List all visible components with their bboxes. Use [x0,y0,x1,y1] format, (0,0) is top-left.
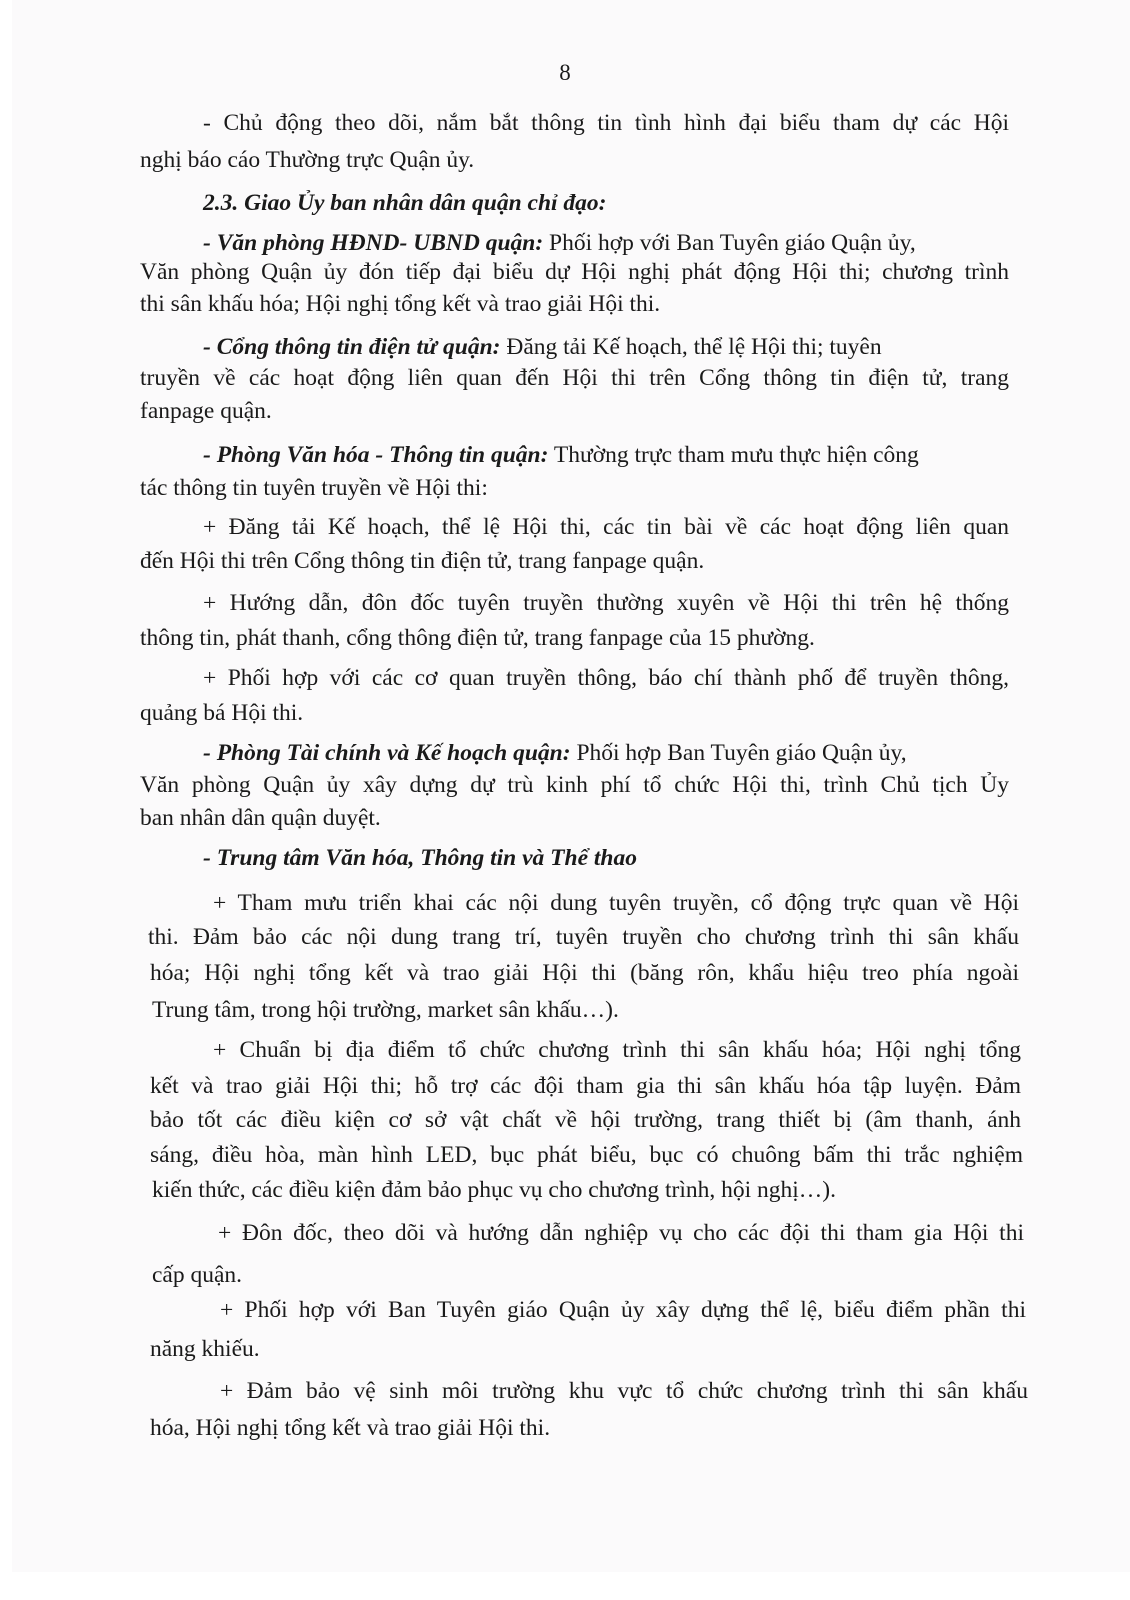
body-line: đến Hội thi trên Cổng thông tin điện tử, trang fanpage quận. [140,548,705,574]
body-line [203,440,919,470]
body-line: bảo tốt các điều kiện cơ sở vật chất về hội trường, trang thiết bị (âm thanh, ánh [150,1107,1021,1133]
paragraph-lead: - Văn phòng HĐND- UBND quận: [203,230,544,256]
body-line: Trung tâm, trong hội trường, market sân khấu…). [152,997,619,1023]
body-line: + Đôn đốc, theo dõi và hướng dẫn nghiệp vụ cho các đội thi tham gia Hội thi [218,1220,1024,1246]
body-line [203,332,882,362]
body-line: nghị báo cáo Thường trực Quận ủy. [140,147,475,173]
body-line: thông tin, phát thanh, cổng thông điện tử, trang fanpage của 15 phường. [140,625,815,651]
body-line: quảng bá Hội thi. [140,700,304,726]
body-line: + Tham mưu triển khai các nội dung tuyên truyền, cổ động trực quan về Hội [213,890,1019,916]
paragraph-lead: - Phòng Tài chính và Kế hoạch quận: [203,740,571,766]
body-line: hóa; Hội nghị tổng kết và trao giải Hội thi (băng rôn, khẩu hiệu treo phía ngoài [150,960,1019,986]
body-line: truyền về các hoạt động liên quan đến Hội thi trên Cổng thông tin điện tử, trang [140,365,1009,391]
body-line: + Chuẩn bị địa điểm tổ chức chương trình thi sân khấu hóa; Hội nghị tổng [213,1037,1021,1063]
body-line: + Hướng dẫn, đôn đốc tuyên truyền thường xuyên về Hội thi trên hệ thống [203,590,1009,616]
body-line: kết và trao giải Hội thi; hỗ trợ các đội tham gia thi sân khấu hóa tập luyện. Đảm [150,1073,1021,1099]
body-line: + Phối hợp với các cơ quan truyền thông, báo chí thành phố để truyền thông, [203,665,1009,691]
page-number: 8 [559,60,571,85]
body-line: thi. Đảm bảo các nội dung trang trí, tuyên truyền cho chương trình thi sân khấu [148,924,1019,950]
body-line: sáng, điều hòa, màn hình LED, bục phát biểu, bục có chuông bấm thi trắc nghiệm [150,1142,1023,1168]
paragraph-lead: - Phòng Văn hóa - Thông tin quận: [203,442,549,468]
body-line: - Chủ động theo dõi, nắm bắt thông tin tình hình đại biểu tham dự các Hội [203,110,1009,136]
body-line [203,228,916,258]
body-line: fanpage quận. [140,398,272,424]
body-line: ban nhân dân quận duyệt. [140,805,381,831]
body-line: + Phối hợp với Ban Tuyên giáo Quận ủy xây dựng thể lệ, biểu điểm phần thi [220,1297,1026,1323]
body-line: năng khiếu. [150,1336,260,1362]
body-line [203,738,907,768]
body-text: Phối hợp Ban Tuyên giáo Quận ủy, [570,740,907,766]
body-line: kiến thức, các điều kiện đảm bảo phục vụ cho chương trình, hội nghị…). [152,1177,836,1203]
section-heading: - Trung tâm Văn hóa, Thông tin và Thể thao [203,845,637,871]
body-text: Phối hợp với Ban Tuyên giáo Quận ủy, [543,230,916,256]
body-text: Đăng tải Kế hoạch, thể lệ Hội thi; tuyên [500,334,882,360]
body-line: Văn phòng Quận ủy xây dựng dự trù kinh phí tổ chức Hội thi, trình Chủ tịch Ủy [140,772,1009,798]
body-text: Thường trực tham mưu thực hiện công [548,442,919,468]
body-line: cấp quận. [152,1262,243,1288]
body-line: + Đăng tải Kế hoạch, thể lệ Hội thi, các tin bài về các hoạt động liên quan [203,514,1009,540]
body-line: tác thông tin tuyên truyền về Hội thi: [140,475,488,501]
body-line: + Đảm bảo vệ sinh môi trường khu vực tổ chức chương trình thi sân khấu [220,1378,1028,1404]
paragraph-lead: - Cổng thông tin điện tử quận: [203,334,501,360]
body-line: thi sân khấu hóa; Hội nghị tổng kết và trao giải Hội thi. [140,291,661,317]
body-line: Văn phòng Quận ủy đón tiếp đại biểu dự Hội nghị phát động Hội thi; chương trình [140,259,1009,285]
section-heading: 2.3. Giao Ủy ban nhân dân quận chỉ đạo: [203,190,607,216]
body-line: hóa, Hội nghị tổng kết và trao giải Hội thi. [150,1415,551,1441]
